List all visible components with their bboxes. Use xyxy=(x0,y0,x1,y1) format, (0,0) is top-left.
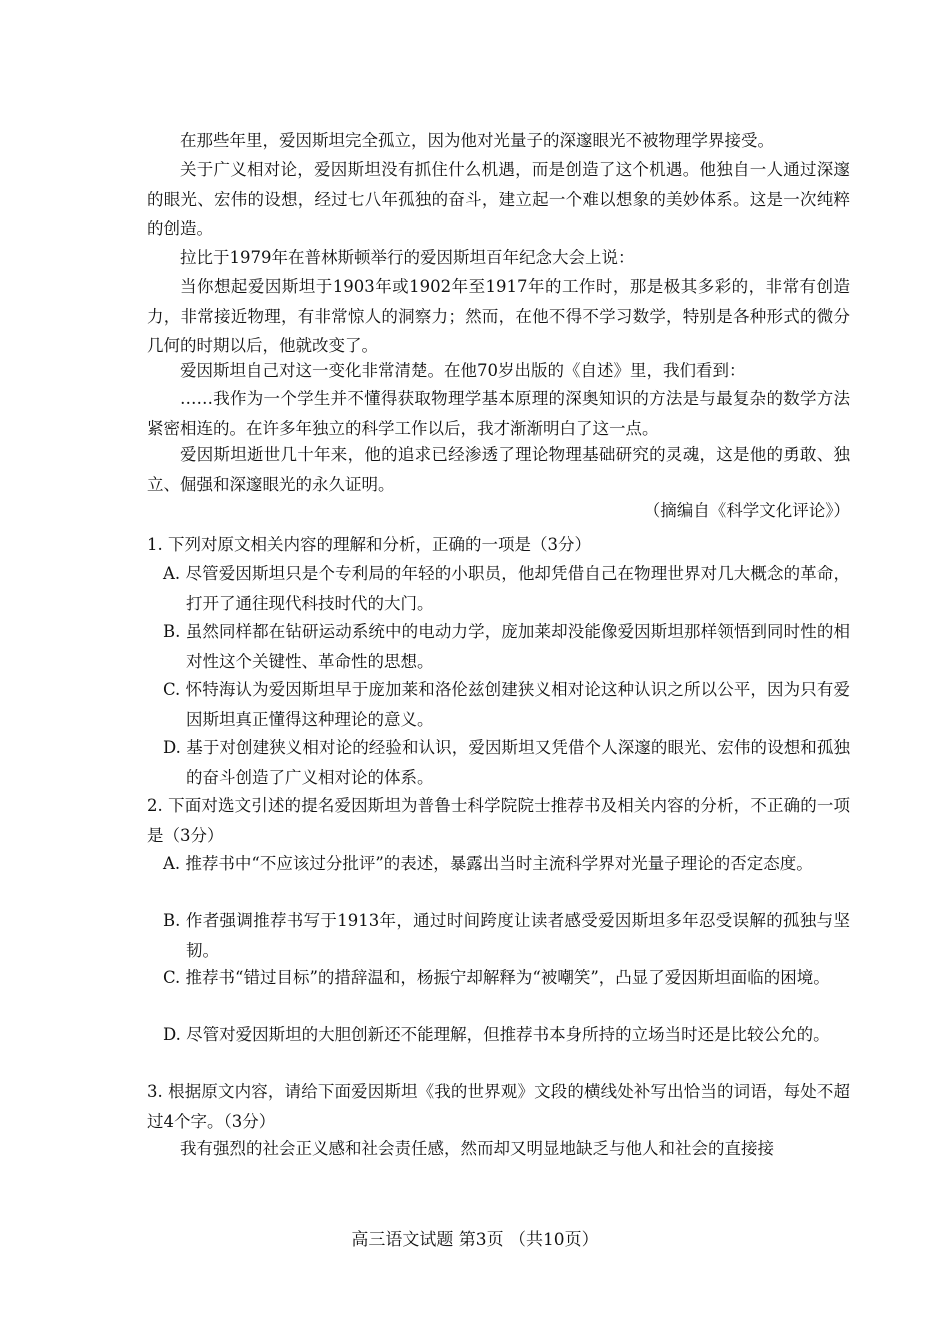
question-1-option-b: B. 虽然同样都在钻研运动系统中的电动力学，庞加莱却没能像爱因斯坦那样领悟到同时性的相对性这个关键性、革命性的思想。 xyxy=(163,622,850,671)
question-2-option-b: B. 作者强调推荐书写于1913年，通过时间跨度让读者感受爱因斯坦多年忍受误解的孤独与坚韧。 xyxy=(163,911,850,960)
passage-paragraph-3: 拉比于1979年在普林斯顿举行的爱因斯坦百年纪念大会上说： xyxy=(180,248,635,267)
question-2-stem: 2. 下面对选文引述的提名爱因斯坦为普鲁士科学院院士推荐书及相关内容的分析，不正确的一项是（3分） xyxy=(147,796,850,845)
passage-paragraph-4: 当你想起爱因斯坦于1903年或1902年至1917年的工作时，那是极其多彩的，非常有创造力，非常接近物理，有非常惊人的洞察力；然而，在他不得不学习数学，特别是各种形式的微分几何的时期以后，他就改变了。 xyxy=(147,277,850,355)
passage-paragraph-6: ……我作为一个学生并不懂得获取物理学基本原理的深奥知识的方法是与最复杂的数学方法紧密相连的。在许多年独立的科学工作以后，我才渐渐明白了这一点。 xyxy=(147,389,850,438)
question-2-option-c: C. 推荐书“错过目标”的措辞温和，杨振宁却解释为“被嘲笑”，凸显了爱因斯坦面临的困境。 xyxy=(163,968,830,987)
question-1-option-a: A. 尽管爱因斯坦只是个专利局的年轻的小职员，他却凭借自己在物理世界对几大概念的革命，打开了通往现代科技时代的大门。 xyxy=(163,564,850,613)
question-1-option-c: C. 怀特海认为爱因斯坦早于庞加莱和洛伦兹创建狭义相对论这种认识之所以公平，因为只有爱因斯坦真正懂得这种理论的意义。 xyxy=(163,680,850,729)
page-footer: 高三语文试题 第3页 （共10页） xyxy=(351,1230,599,1250)
question-3-stem: 3. 根据原文内容，请给下面爱因斯坦《我的世界观》文段的横线处补写出恰当的词语，每处不超过4个字。（3分） xyxy=(147,1082,850,1131)
passage-paragraph-5: 爱因斯坦自己对这一变化非常清楚。在他70岁出版的《自述》里，我们看到： xyxy=(180,361,746,380)
question-1-stem: 1. 下列对原文相关内容的理解和分析，正确的一项是（3分） xyxy=(147,535,591,554)
question-1-option-d: D. 基于对创建狭义相对论的经验和认识，爱因斯坦又凭借个人深邃的眼光、宏伟的设想和孤独的奋斗创造了广义相对论的体系。 xyxy=(163,738,850,787)
question-2-option-a: A. 推荐书中“不应该过分批评”的表述，暴露出当时主流科学界对光量子理论的否定态度。 xyxy=(163,854,813,873)
passage-paragraph-1: 在那些年里，爱因斯坦完全孤立，因为他对光量子的深邃眼光不被物理学界接受。 xyxy=(180,131,774,150)
question-2-option-d: D. 尽管对爱因斯坦的大胆创新还不能理解，但推荐书本身所持的立场当时还是比较公允的。 xyxy=(163,1025,830,1044)
passage-paragraph-2: 关于广义相对论，爱因斯坦没有抓住什么机遇，而是创造了这个机遇。他独自一人通过深邃的眼光、宏伟的设想，经过七八年孤独的奋斗，建立起一个难以想象的美妙体系。这是一次纯粹的创造。 xyxy=(147,160,850,238)
passage-paragraph-7: 爱因斯坦逝世几十年来，他的追求已经渗透了理论物理基础研究的灵魂，这是他的勇敢、独立、倔强和深邃眼光的永久证明。 xyxy=(147,445,850,494)
question-3-text: 我有强烈的社会正义感和社会责任感，然而却又明显地缺乏与他人和社会的直接接 xyxy=(180,1139,774,1158)
passage-source: （摘编自《科学文化评论》） xyxy=(643,501,850,520)
